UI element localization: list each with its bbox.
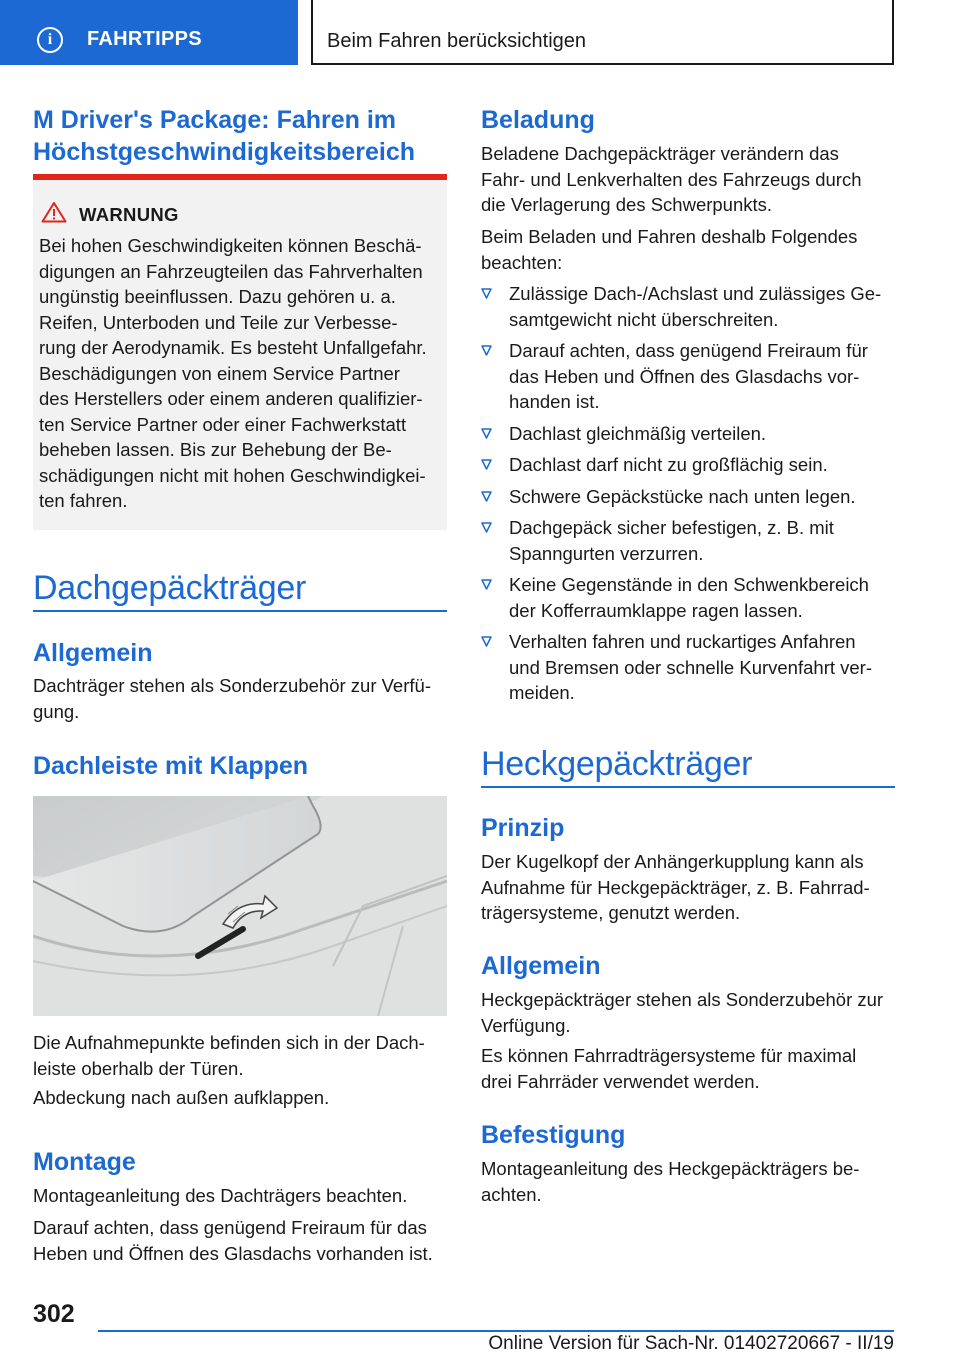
beladung-bullet-list: [481, 281, 895, 706]
montage-text-1: Montageanleitung des Dachträgers beachten.: [33, 1185, 408, 1206]
list-item: Dachlast darf nicht zu großflächig sein.: [481, 452, 895, 478]
dachgepaecktraeger-title: Dachgepäckträger: [33, 569, 307, 607]
abdeckung-text: Abdeckung nach außen aufklappen.: [33, 1087, 330, 1108]
allgemein-text-right-2: Es können Fahrradträgersysteme für maximal drei Fahrräder verwendet werden.: [481, 1045, 857, 1092]
allgemein-heading-right: Allgemein: [481, 952, 601, 980]
header-topic-box: [311, 0, 894, 65]
prinzip-heading: Prinzip: [481, 814, 565, 842]
triangle-bullet-icon: [481, 428, 492, 439]
header-section-title: FAHRTIPPS: [87, 28, 202, 50]
montage-heading: Montage: [33, 1148, 136, 1176]
allgemein-heading-left: Allgemein: [33, 639, 153, 667]
montage-text-2: Darauf achten, dass genügend Freiraum für das Heben und Öffnen des Glasdachs vorhanden ist.: [33, 1217, 433, 1264]
triangle-bullet-icon: [481, 491, 492, 502]
footer-rule: [98, 1330, 894, 1332]
list-item: Zulässige Dach-/Achslast und zulässiges Ge- samtgewicht nicht überschreiten.: [481, 281, 895, 332]
beladung-text-1: Beladene Dachgepäckträger verändern das Fahr- und Lenkverhalten des Fahrzeugs durch die Verlagerung des Schwerpunkts.: [481, 143, 862, 215]
triangle-bullet-icon: [481, 636, 492, 647]
header-topic-title: Beim Fahren berücksichtigen: [327, 30, 587, 52]
m-drivers-package-heading: M Driver's Package: Fahren im Höchstgeschwindigkeitsbereich: [33, 106, 416, 166]
list-item: Darauf achten, dass genügend Freiraum für das Heben und Öffnen des Glasdachs vor- handen ist.: [481, 338, 895, 415]
list-item: Dachgepäck sicher befestigen, z. B. mit Spanngurten verzurren.: [481, 515, 895, 566]
heckgepaecktraeger-title: Heckgepäckträger: [481, 745, 753, 783]
prinzip-text: Der Kugelkopf der Anhängerkupplung kann als Aufnahme für Heckgepäckträger, z. B. Fahrrad- trägersysteme, genutzt werden.: [481, 851, 870, 923]
beladung-heading: Beladung: [481, 106, 595, 134]
roof-rail-illustration: [33, 796, 447, 1016]
triangle-bullet-icon: [481, 579, 492, 590]
triangle-bullet-icon: [481, 522, 492, 533]
befestigung-text: Montageanleitung des Heckgepäckträgers be- achten.: [481, 1158, 860, 1205]
list-item: Schwere Gepäckstücke nach unten legen.: [481, 484, 895, 510]
page-number: 302: [33, 1300, 75, 1328]
warning-text: Bei hohen Geschwindigkeiten können Beschä- digungen an Fahrzeugteilen das Fahrverhalten ungünstig beeinflussen. Dazu gehören u. a. Reifen, Unterboden und Teile zur Verbesse- rung der Aerodynamik. Es besteht Unfallgefahr. Beschädigungen von einem Service Partner des Herstellers oder einem anderen qualifizier- ten Service Partner oder einer Fachwerkstatt beheben lassen. Bis zur Behebung der Be- schädigungen nicht mit hohen Geschwindigkei- ten fahren.: [39, 235, 427, 511]
allgemein-text-left: Dachträger stehen als Sonderzubehör zur Verfü- gung.: [33, 675, 431, 722]
header-section-tab: [0, 0, 298, 65]
triangle-bullet-icon: [481, 345, 492, 356]
list-item: Keine Gegenstände in den Schwenkbereich der Kofferraumklappe ragen lassen.: [481, 572, 895, 623]
footer-text: Online Version für Sach-Nr. 01402720667 - II/19: [488, 1333, 894, 1354]
warning-triangle-icon: [41, 201, 67, 223]
allgemein-text-right-1: Heckgepäckträger stehen als Sonderzubehör zur Verfügung.: [481, 989, 884, 1036]
warning-title: WARNUNG: [79, 204, 179, 225]
warning-box: [33, 180, 447, 530]
beladung-text-2: Beim Beladen und Fahren deshalb Folgendes beachten:: [481, 226, 858, 273]
list-item: Dachlast gleichmäßig verteilen.: [481, 421, 895, 447]
heckgepaecktraeger-rule: [481, 786, 895, 788]
triangle-bullet-icon: [481, 459, 492, 470]
befestigung-heading: Befestigung: [481, 1121, 626, 1149]
info-icon: i: [37, 27, 63, 53]
list-item: Verhalten fahren und ruckartiges Anfahren und Bremsen oder schnelle Kurvenfahrt ver- meiden.: [481, 629, 895, 706]
triangle-bullet-icon: [481, 288, 492, 299]
dachgepaecktraeger-rule: [33, 610, 447, 612]
roof-rail-image: [33, 796, 447, 1016]
dachleiste-heading: Dachleiste mit Klappen: [33, 752, 309, 780]
aufnahmepunkte-text: Die Aufnahmepunkte befinden sich in der Dach- leiste oberhalb der Türen.: [33, 1032, 425, 1079]
